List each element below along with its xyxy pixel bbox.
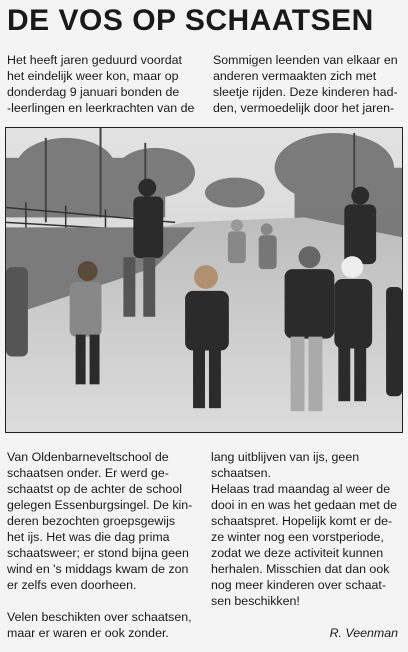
text-line: gelegen Essenburgsingel. De kin- [7, 498, 193, 512]
text-line: er zelfs even doorheen. [7, 578, 137, 592]
text-line: herhalen. Misschien dat dan ook [211, 562, 390, 576]
text-line: schaatsen. [211, 466, 271, 480]
text-line: sen beschikken! [211, 594, 300, 608]
text-line: Helaas trad maandag al weer de [211, 482, 391, 496]
text-line: Velen beschikten over schaatsen, [7, 610, 192, 624]
text-line: schaatst op de achter de school [7, 482, 182, 496]
text-line: Het heeft jaren geduurd voordat [7, 53, 182, 67]
photo-illustration [6, 128, 402, 432]
text-line: schaatspret. Hopelijk komt er de- [211, 514, 393, 528]
text-line: donderdag 9 januari bonden de [7, 85, 180, 99]
intro-left-column [7, 52, 202, 116]
text-line: maar er waren er ook zonder. [7, 626, 169, 640]
text-line: den, vermoedelijk door het jaren- [213, 101, 395, 115]
text-line: ze winter nog een vorstperiode, [211, 530, 384, 544]
text-line: schaatsweer; er stond bijna geen [7, 546, 189, 560]
intro-right-column [213, 52, 405, 116]
text-line: Van Oldenbarneveltschool de [7, 450, 169, 464]
article-title: DE VOS OP SCHAATSEN [7, 4, 374, 37]
text-line: -leerlingen en leerkrachten van de [7, 101, 195, 115]
text-line: het eindelijk weer kon, maar op [7, 69, 179, 83]
text-line: het ijs. Het was die dag prima [7, 530, 170, 544]
body-right-column [211, 449, 405, 609]
author-signature: R. Veenman [329, 626, 398, 640]
text-line: lang uitblijven van ijs, geen [211, 450, 360, 464]
body-left-column [7, 449, 203, 641]
text-line: Sommigen leenden van elkaar en [213, 53, 398, 67]
text-line: deren bezochten groepsgewijs [7, 514, 176, 528]
text-line: zodat we deze activiteit kunnen [211, 546, 384, 560]
text-line: anderen vermaakten zich met [213, 69, 377, 83]
text-line: schaatsen onder. Er werd ge- [7, 466, 169, 480]
text-line: dooi in en was het gedaan met de [211, 498, 397, 512]
skating-photo [5, 127, 403, 433]
text-line: sleetje rijden. Deze kinderen had- [213, 85, 398, 99]
text-line: nog meer kinderen over schaat- [211, 578, 386, 592]
text-line: wind en 's middags kwam de zon [7, 562, 189, 576]
